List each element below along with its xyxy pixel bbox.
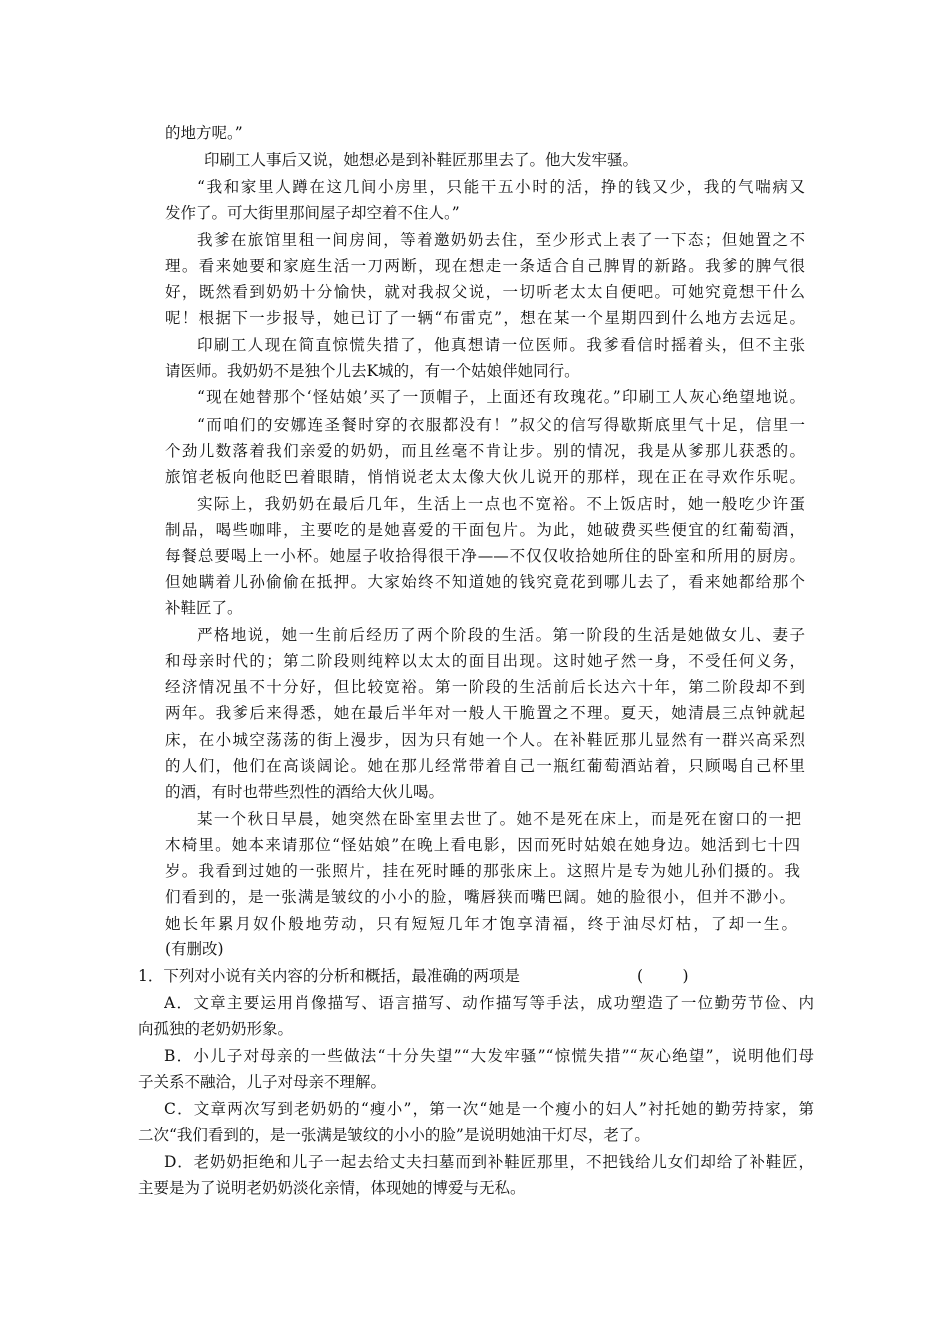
- passage-line: 严格地说，她一生前后经历了两个阶段的生活。第一阶段的生活是她做女儿、妻子: [197, 626, 805, 644]
- passage-line: 理。看来她要和家庭生活一刀两断，现在想走一条适合自己脾胃的新路。我爹的脾气很: [165, 257, 805, 275]
- passage-line: 她长年累月奴仆般地劳动，只有短短几年才饱享清福，终于油尽灯枯，了却一生。: [165, 915, 797, 933]
- option-b-line: B．小儿子对母亲的一些做法“十分失望”“大发牢骚”“惊慌失措”“灰心绝望”，说明他们母: [164, 1047, 814, 1065]
- passage-line: 每餐总要喝上一小杯。她屋子收拾得很干净——不仅仅收拾她所住的卧室和所用的厨房。: [165, 547, 805, 565]
- option-d-line: D．老奶奶拒绝和儿子一起去给丈夫扫墓而到补鞋匠那里，不把钱给儿女们却给了补鞋匠，: [164, 1153, 814, 1171]
- passage-line: 印刷工人事后又说，她想必是到补鞋匠那里去了。他大发牢骚。: [204, 151, 639, 169]
- passage-line: “而咱们的安娜连圣餐时穿的衣服都没有！”叔父的信写得歇斯底里气十足，信里一: [197, 416, 805, 434]
- passage-line: 某一个秋日早晨，她突然在卧室里去世了。她不是死在床上，而是死在窗口的一把: [197, 810, 801, 828]
- passage-line: “现在她替那个‘怪姑娘’买了一顶帽子，上面还有玫瑰花。”印刷工人灰心绝望地说。: [197, 388, 805, 406]
- option-b-line: 子关系不融洽，儿子对母亲不理解。: [138, 1073, 387, 1091]
- passage-line: 经济情况虽不十分好，但比较宽裕。第一阶段的生活前后长达六十年，第二阶段却不到: [165, 678, 805, 696]
- passage-line: 个劲儿数落着我们亲爱的奶奶，而且丝毫不肯让步。别的情况，我是从爹那儿获悉的。: [165, 442, 805, 460]
- option-c-line: 二次“我们看到的，是一张满是皱纹的小小的脸”是说明她油干灯尽，老了。: [138, 1126, 650, 1144]
- passage-line: 旅馆老板向他眨巴着眼睛，悄悄说老太太像大伙儿说开的那样，现在正在寻欢作乐呢。: [165, 468, 805, 486]
- passage-line: 好，既然看到奶奶十分愉快，就对我叔父说，一切听老太太自便吧。可她究竟想干什么: [165, 283, 805, 301]
- passage-line: 发作了。可大街里那间屋子却空着不住人。”: [165, 204, 460, 222]
- passage-line: 呢！根据下一步报导，她已订了一辆“布雷克”，想在某一个星期四到什么地方去远足。: [165, 309, 805, 327]
- passage-line: 床，在小城空荡荡的街上漫步，因为只有她一个人。在补鞋匠那儿显然有一群兴高采烈: [165, 731, 805, 749]
- passage-line: 两年。我爹后来得悉，她在最后半年对一般人干脆置之不理。夏天，她清晨三点钟就起: [165, 704, 805, 722]
- passage-line: 和母亲时代的；第二阶段则纯粹以太太的面目出现。这时她孑然一身，不受任何义务，: [165, 652, 805, 670]
- question-stem: 1．下列对小说有关内容的分析和概括，最准确的两项是: [138, 967, 520, 985]
- passage-line: 请医师。我奶奶不是独个儿去K城的，有一个姑娘伴她同行。: [165, 362, 580, 380]
- passage-line: 的酒，有时也带些烈性的酒给大伙儿喝。: [165, 783, 445, 801]
- passage-line: 实际上，我奶奶在最后几年，生活上一点也不宽裕。不上饭店时，她一般吃少许蛋: [197, 495, 805, 513]
- passage-line: 岁。我看到过她的一张照片，挂在死时睡的那张床上。这照片是专为她儿孙们摄的。我: [165, 862, 800, 880]
- option-a-line: A．文章主要运用肖像描写、语言描写、动作描写等手法，成功塑造了一位勤劳节俭、内: [164, 994, 814, 1012]
- source-note: (有删改): [165, 940, 224, 958]
- passage-line: 的地方呢。”: [165, 124, 243, 142]
- passage-line: 印刷工人现在简直惊慌失措了，他真想请一位医师。我爹看信时摇着头，但不主张: [197, 336, 805, 354]
- passage-line: 制品，喝些咖啡，主要吃的是她喜爱的干面包片。为此，她破费买些便宜的红葡萄酒，: [165, 521, 805, 539]
- passage-line: 木椅里。她本来请那位“怪姑娘”在晚上看电影，因而死时姑娘在她身边。她活到七十四: [165, 836, 800, 854]
- answer-blank: ( ): [637, 967, 689, 985]
- passage-line: 我爹在旅馆里租一间房间，等着邀奶奶去住，至少形式上表了一下态；但她置之不: [197, 231, 805, 249]
- passage-line: “我和家里人蹲在这几间小房里，只能干五小时的活，挣的钱又少，我的气喘病又: [197, 178, 805, 196]
- passage-line: 补鞋匠了。: [165, 599, 243, 617]
- option-d-line: 主要是为了说明老奶奶淡化亲情，体现她的博爱与无私。: [138, 1179, 526, 1197]
- passage-line: 们看到的，是一张满是皱纹的小小的脸，嘴唇狭而嘴巴阔。她的脸很小，但并不渺小。: [165, 888, 795, 906]
- passage-line: 但她瞒着儿孙偷偷在抵押。大家始终不知道她的钱究竟花到哪儿去了，看来她都给那个: [165, 573, 805, 591]
- option-a-line: 向孤独的老奶奶形象。: [138, 1020, 294, 1038]
- option-c-line: C．文章两次写到老奶奶的“瘦小”，第一次“她是一个瘦小的妇人”衬托她的勤劳持家，第: [164, 1100, 814, 1118]
- passage-line: 的人们，他们在高谈阔论。她在那儿经常带着自己一瓶红葡萄酒站着，只顾喝自己杯里: [165, 757, 805, 775]
